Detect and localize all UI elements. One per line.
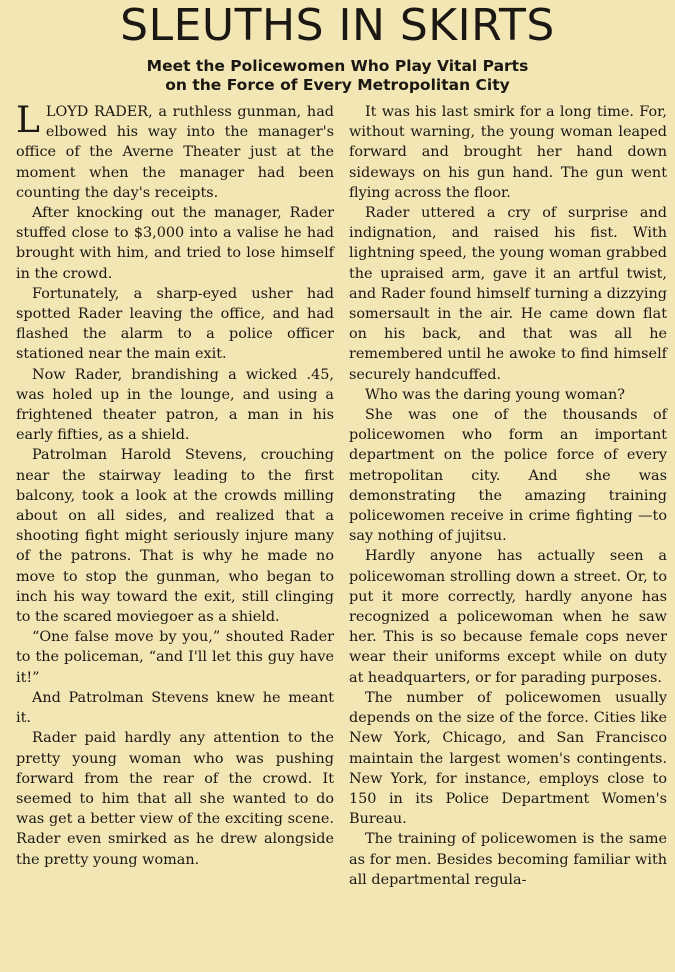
paragraph: Now Rader, brandishing a wicked .45, was holed up in the lounge, and using a frightened theater patron, a man in his early fifties, as a shield. [16,366,334,444]
paragraph: It was his last smirk for a long time. For, without warning, the young woman leaped forward and brought her hand down sideways on his gun hand. The gun went flying across the floor. [349,104,667,201]
paragraph: Rader paid hardly any attention to the pretty young woman who was pushing forward from the rear of the crowd. It seemed to him that all she wanted to do was get a better view of the exciting scene. Rader even smirked as he drew alongside the pretty young woman. [16,730,334,868]
paragraph: Fortunately, a sharp-eyed usher had spotted Rader leaving the office, and had flashed the alarm to a police officer stationed near the main exit. [16,285,334,363]
left-column [16,102,334,870]
paragraph: The number of policewomen usually depends on the size of the force. Cities like New York, Chicago, and San Francisco maintain the largest women's contingents. New York, for instance, employs close to 150 in its Police Department Women's Bureau. [349,689,667,828]
article-subtitle [90,57,585,95]
lead-paragraph-text: LOYD RADER, a ruthless gunman, had elbowed his way into the manager's office of the Averne Theater just at the moment when the manager had been counting the day's receipts. [16,104,334,201]
article-title: SLEUTHS IN SKIRTS [120,0,555,51]
paragraph: Patrolman Harold Stevens, crouching near the stairway leading to the first balcony, took a look at the crowds milling about on all sides, and realized that a shooting fight might seriously injure many of the patrons. That is why he made no move to stop the gunman, who began to inch his way toward the exit, still clinging to the scared moviegoer as a shield. [16,447,334,626]
subtitle-line-2: on the Force of Every Metropolitan City [165,76,510,94]
paragraph: Rader uttered a cry of surprise and indignation, and raised his fist. With lightning speed, the young woman grabbed the upraised arm, gave it an artful twist, and Rader found himself turning a dizzying somersault in the air. He came down flat on his back, and that was all he remembered until he awoke to find himself securely handcuffed. [349,205,667,383]
subtitle-line-1: Meet the Policewomen Who Play Vital Parts [146,57,529,75]
paragraph: The training of policewomen is the same as for men. Besides becoming familiar with all departmental regula- [349,831,667,888]
paragraph: And Patrolman Stevens knew he meant it. [16,689,334,727]
paragraph: She was one of the thousands of policewomen who form an important department on the police force of every metropolitan city. And she was demonstrating the amazing training policewomen receive in crime fighting —to say nothing of jujitsu. [349,407,667,545]
paragraph: Who was the daring young woman? [365,386,625,403]
paragraph [16,102,334,203]
paragraph: Hardly anyone has actually seen a policewoman strolling down a street. Or, to put it more correctly, hardly anyone has recognized a policewoman when he saw her. This is so because female cops never wear their uniforms except while on duty at headquarters, or for parading purposes. [349,548,667,686]
right-column [349,102,667,890]
paragraph: After knocking out the manager, Rader stuffed close to $3,000 into a valise he had brought with him, and tried to lose himself in the crowd. [16,205,334,282]
drop-cap: L [16,100,40,141]
paragraph: “One false move by you,” shouted Rader to the policeman, “and I'll let this guy have it!” [16,629,334,686]
